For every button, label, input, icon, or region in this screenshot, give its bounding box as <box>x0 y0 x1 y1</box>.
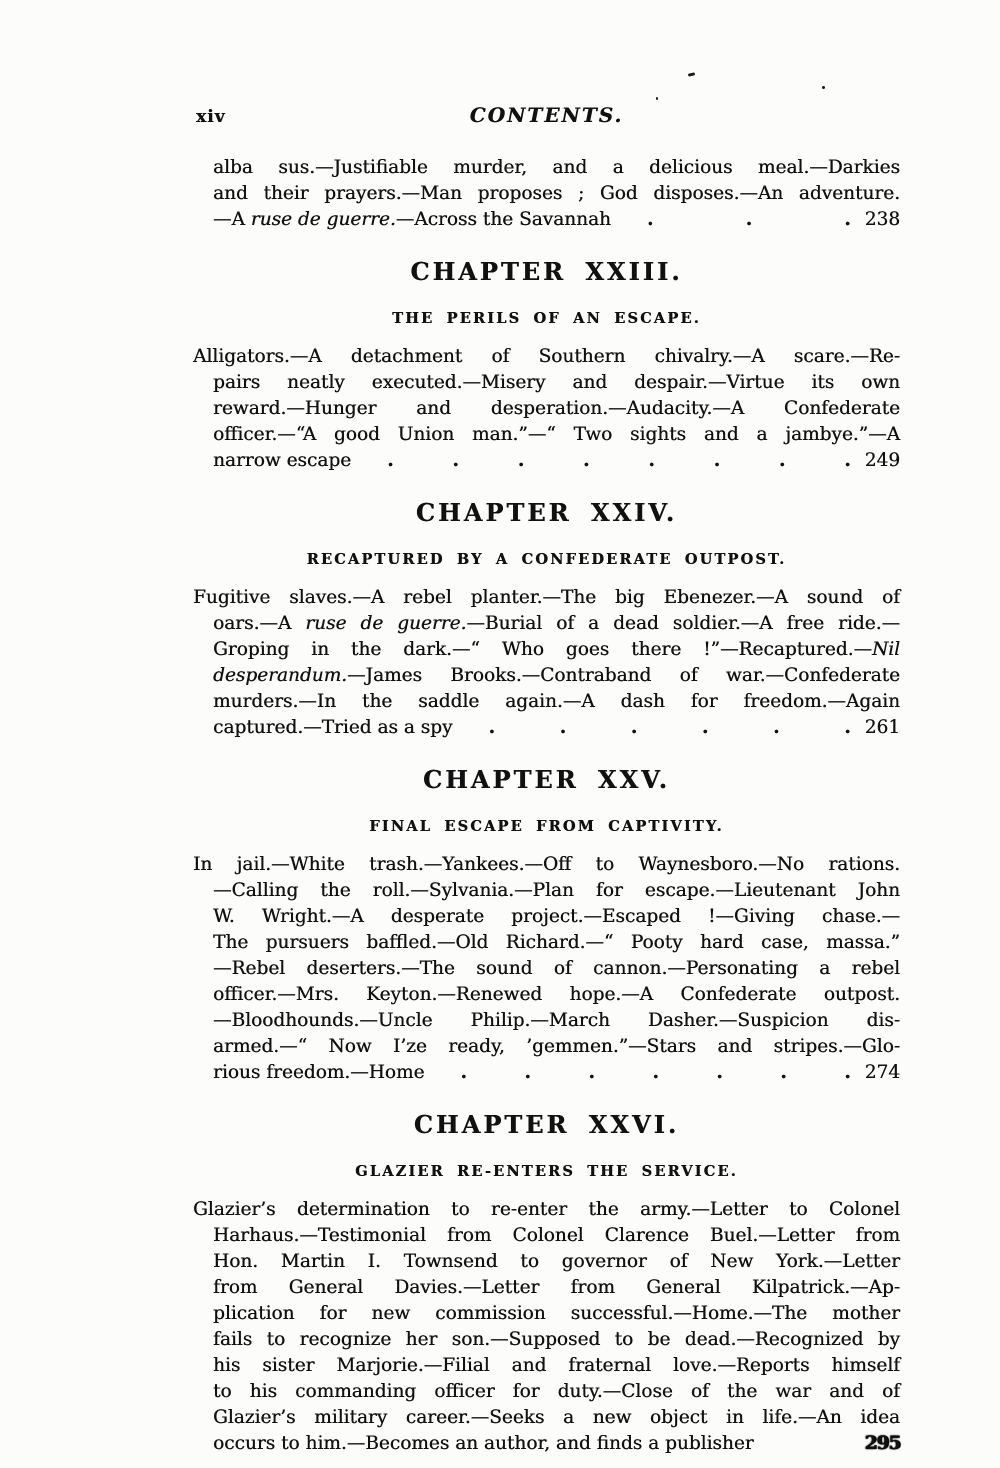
summary-line-text: Groping in the dark.—“ Who goes there !”—Recaptured.—Nil <box>213 639 900 660</box>
summary-line-text: Hon. Martin I. Townsend to governor of New York.—Letter <box>213 1251 900 1272</box>
summary-line <box>193 878 900 904</box>
summary-line <box>193 689 900 715</box>
dot-leader: . . . . . . . <box>460 1062 851 1083</box>
summary-line-text: Fugitive slaves.—A rebel planter.—The big Ebenezer.—A sound of <box>193 587 900 608</box>
summary-line <box>193 904 900 930</box>
dot-leader: . . . <box>646 209 851 230</box>
summary-line-text: —Rebel deserters.—The sound of cannon.—Personating a rebel <box>213 958 900 979</box>
chapter-title: CHAPTER XXVI. <box>413 1110 680 1139</box>
summary-line <box>193 663 900 689</box>
summary-line <box>193 422 900 448</box>
summary-line <box>193 852 900 878</box>
dot-leader: . . . . . . <box>488 717 851 738</box>
summary-line <box>193 1431 900 1457</box>
summary-line <box>193 207 900 233</box>
chapter-xxv-entry <box>193 764 900 1086</box>
summary-line <box>193 585 900 611</box>
summary-line-text: narrow escape <box>213 450 352 471</box>
summary-line <box>193 1034 900 1060</box>
summary-line-text: to his commanding officer for duty.—Close of the war and of <box>213 1381 900 1402</box>
summary-line <box>193 1060 900 1086</box>
summary-line <box>193 370 900 396</box>
chapter-summary <box>193 1197 900 1457</box>
summary-line <box>193 1301 900 1327</box>
summary-line-text: W. Wright.—A desperate project.—Escaped !—Giving chase.— <box>213 906 900 927</box>
chapter-subtitle: GLAZIER RE-ENTERS THE SERVICE. <box>355 1163 738 1180</box>
summary-line-text: Alligators.—A detachment of Southern chivalry.—A scare.—Re- <box>193 346 900 367</box>
summary-line <box>193 1197 900 1223</box>
page-number: 238 <box>864 209 900 230</box>
chapter-subtitle: THE PERILS OF AN ESCAPE. <box>392 310 701 327</box>
summary-line-text: occurs to him.—Becomes an author, and finds a publisher <box>213 1433 754 1454</box>
summary-line <box>193 396 900 422</box>
summary-line <box>193 1353 900 1379</box>
continued-chapter-summary <box>193 155 900 233</box>
page-number: 295 <box>864 1433 900 1454</box>
page-number: 261 <box>864 717 900 738</box>
summary-line-text: The pursuers baffled.—Old Richard.—“ Pooty hard case, massa.” <box>213 932 900 953</box>
summary-line-text: —A ruse de guerre.—Across the Savannah <box>213 209 611 230</box>
summary-line <box>193 1275 900 1301</box>
chapter-xxvi-entry <box>193 1109 900 1457</box>
page-number: 274 <box>864 1062 900 1083</box>
summary-line <box>193 1008 900 1034</box>
page-title: CONTENTS. <box>469 103 624 127</box>
summary-line-text: Glazier’s determination to re-enter the army.—Letter to Colonel <box>193 1199 900 1220</box>
summary-line-text: from General Davies.—Letter from General Kilpatrick.—Ap- <box>213 1277 900 1298</box>
summary-line-text: In jail.—White trash.—Yankees.—Off to Waynesboro.—No rations. <box>193 854 900 875</box>
summary-line <box>193 1327 900 1353</box>
chapter-summary <box>193 585 900 741</box>
summary-line-text: fails to recognize her son.—Supposed to be dead.—Recognized by <box>213 1329 900 1350</box>
summary-line-text: officer.—Mrs. Keyton.—Renewed hope.—A Confederate outpost. <box>213 984 900 1005</box>
summary-line <box>193 1223 900 1249</box>
summary-line-text: captured.—Tried as a spy <box>213 717 453 738</box>
summary-line-text: Harhaus.—Testimonial from Colonel Clarence Buel.—Letter from <box>213 1225 900 1246</box>
dot-leader: . . . . . . . . <box>387 450 851 471</box>
chapter-subtitle: FINAL ESCAPE FROM CAPTIVITY. <box>369 818 724 835</box>
chapter-subtitle: RECAPTURED BY A CONFEDERATE OUTPOST. <box>306 551 787 568</box>
summary-line <box>193 637 900 663</box>
summary-line <box>193 181 900 207</box>
summary-line <box>193 344 900 370</box>
summary-line-text: reward.—Hunger and desperation.—Audacity.—A Confederate <box>213 398 900 419</box>
chapter-title: CHAPTER XXV. <box>423 765 670 794</box>
summary-line-text: officer.—“A good Union man.”—“ Two sights and a jambye.”—A <box>213 424 900 445</box>
summary-line <box>193 930 900 956</box>
summary-line <box>193 1405 900 1431</box>
summary-line-text: Glazier’s military career.—Seeks a new object in life.—An idea <box>213 1407 900 1428</box>
summary-line-text: armed.—“ Now I’ze ready, ’gemmen.”—Stars and stripes.—Glo- <box>213 1036 900 1057</box>
summary-line-text: rious freedom.—Home <box>213 1062 425 1083</box>
chapter-xxiii-entry <box>193 256 900 474</box>
summary-line <box>193 611 900 637</box>
contents-page <box>193 0 900 1457</box>
chapter-title: CHAPTER XXIII. <box>410 257 683 286</box>
chapter-summary <box>193 344 900 474</box>
summary-line-text: —Bloodhounds.—Uncle Philip.—March Dasher.—Suspicion dis- <box>213 1010 900 1031</box>
summary-line <box>193 982 900 1008</box>
summary-line <box>193 448 900 474</box>
summary-line-text: and their prayers.—Man proposes ; God disposes.—An adventure. <box>213 183 900 204</box>
summary-line-text: alba sus.—Justifiable murder, and a delicious meal.—Darkies <box>213 157 900 178</box>
summary-line <box>193 155 900 181</box>
summary-line <box>193 715 900 741</box>
summary-line <box>193 956 900 982</box>
summary-line-text: plication for new commission successful.—Home.—The mother <box>213 1303 900 1324</box>
summary-line-text: —Calling the roll.—Sylvania.—Plan for escape.—Lieutenant John <box>213 880 900 901</box>
summary-line-text: murders.—In the saddle again.—A dash for freedom.—Again <box>213 691 900 712</box>
summary-line-text: oars.—A ruse de guerre.—Burial of a dead soldier.—A free ride.— <box>213 613 900 634</box>
folio-page-number: xiv <box>196 107 226 127</box>
chapter-title: CHAPTER XXIV. <box>415 498 678 527</box>
summary-line-text: his sister Marjorie.—Filial and fraternal love.—Reports himself <box>213 1355 900 1376</box>
page-number: 249 <box>864 450 900 471</box>
chapter-xxiv-entry <box>193 497 900 741</box>
summary-line-text: pairs neatly executed.—Misery and despair.—Virtue its own <box>213 372 900 393</box>
summary-line-text: desperandum.—James Brooks.—Contraband of war.—Confederate <box>213 665 900 686</box>
summary-line <box>193 1379 900 1405</box>
running-head <box>193 103 900 129</box>
chapter-summary <box>193 852 900 1086</box>
summary-line <box>193 1249 900 1275</box>
